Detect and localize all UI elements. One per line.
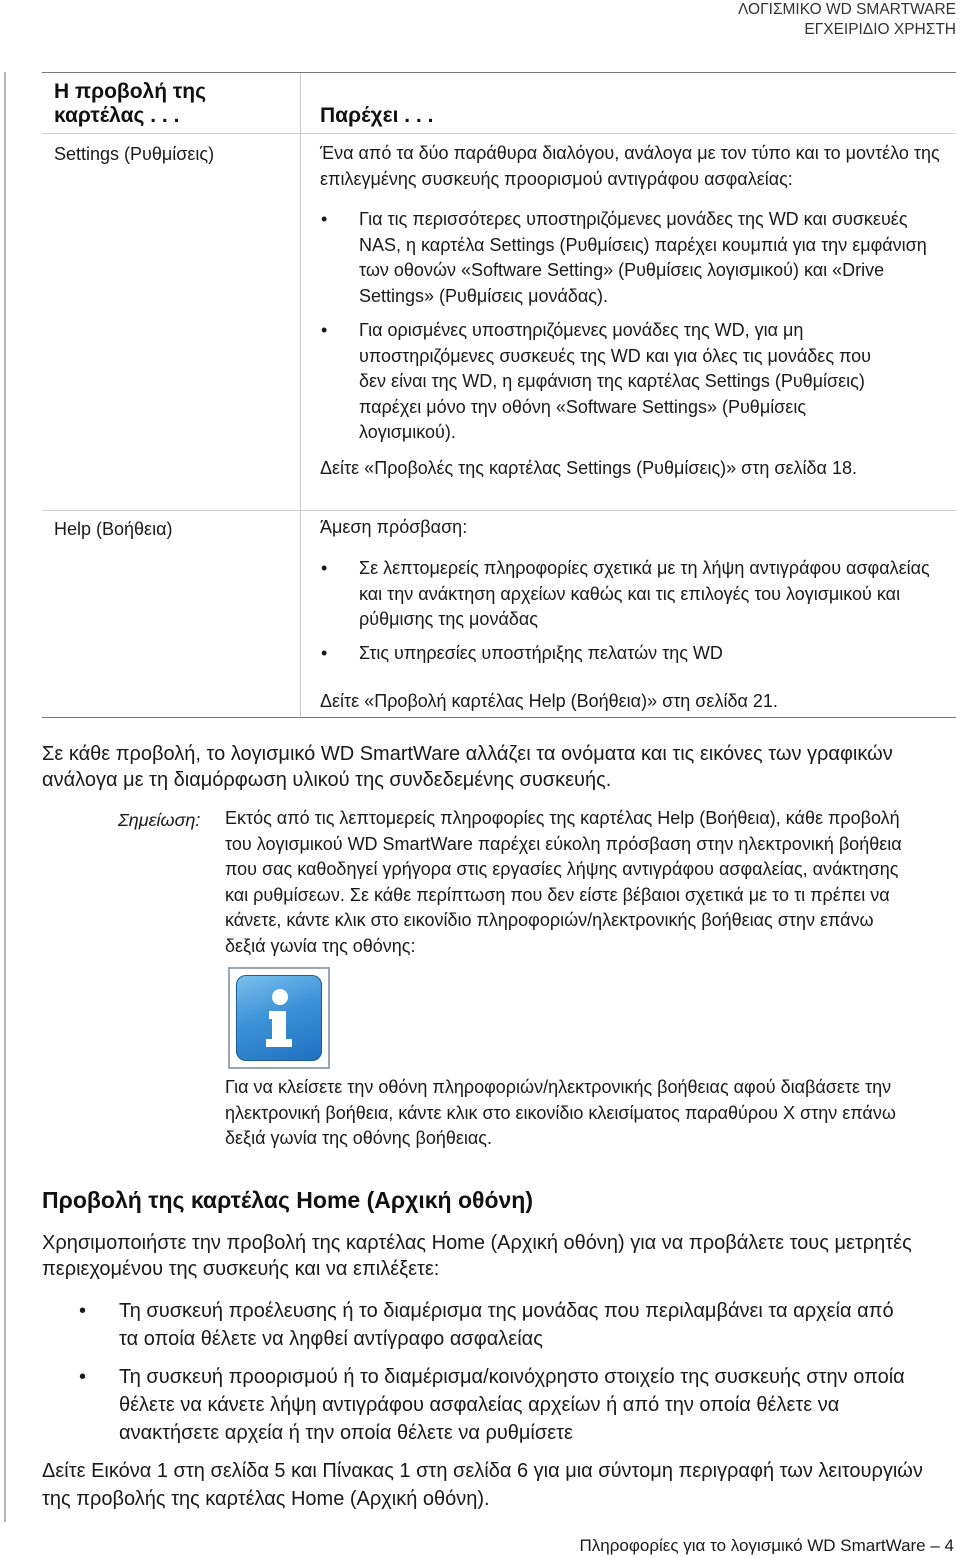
section-intro: Χρησιμοποιήστε την προβολή της καρτέλας Home (Αρχική οθόνη) για να προβάλετε τους μετρητές περιεχομένου της συσκευής και να επιλέξετε: (42, 1232, 912, 1280)
row-label-settings: Settings (Ρυθμίσεις) (54, 144, 215, 164)
left-margin-rule (4, 72, 6, 1522)
table-col2-heading: Παρέχει . . . (320, 104, 434, 127)
page-header (738, 0, 956, 40)
help-see-link[interactable]: Δείτε «Προβολή καρτέλας Help (Βοήθεια)» στη σελίδα 21. (320, 691, 778, 711)
section-bullet-1: • Τη συσκευή προέλευσης ή το διαμέρισμα της μονάδας που περιλαμβάνει τα αρχεία από τα οποία θέλετε να ληφθεί αντίγραφο ασφαλείας (119, 1297, 909, 1353)
body-paragraph: Σε κάθε προβολή, το λογισμικό WD SmartWare αλλάζει τα ονόματα και τις εικόνες των γραφικών ανάλογα με τη διαμόρφωση υλικού της συνδεδεμένης συσκευής. (42, 743, 893, 791)
help-intro: Άμεση πρόσβαση: (320, 517, 468, 537)
info-icon[interactable] (228, 967, 330, 1069)
settings-bullet-1: • Για τις περισσότερες υποστηριζόμενες μονάδες της WD και συσκευές NAS, η καρτέλα Settings (Ρυθμίσεις) παρέχει κουμπιά για την εμφάνιση των οθονών «Software Setting» (Ρυθμίσεις λογισμικού) και «Drive Settings» (Ρυθμίσεις μονάδας). (359, 207, 951, 309)
settings-bullet-2: • Για ορισμένες υποστηριζόμενες μονάδες της WD, για μη υποστηριζόμενες συσκευές της WD και για όλες τις μονάδες που δεν είναι της WD, η εμφάνιση της καρτέλας Settings (Ρυθμίσεις) παρέχει μόνο την οθόνη «Software Settings» (Ρυθμίσεις λογισμικού). (359, 318, 899, 446)
row-label-help: Help (Βοήθεια) (54, 519, 173, 539)
table-bottom-rule (42, 717, 956, 718)
table-column-divider (300, 73, 301, 717)
section-see-link[interactable]: Δείτε Εικόνα 1 στη σελίδα 5 και Πίνακας 1 στη σελίδα 6 για μια σύντομη περιγραφή των λειτουργιών της προβολής της καρτέλας Home (Αρχική οθόνη). (42, 1460, 923, 1510)
table-row-rule (42, 510, 956, 511)
settings-intro: Ένα από τα δύο παράθυρα διαλόγου, ανάλογα με τον τύπο και το μοντέλο της επιλεγμένης συσκευής προορισμού αντιγράφου ασφαλείας: (320, 143, 940, 189)
note-label: Σημείωση: (118, 810, 201, 830)
table-header-rule (42, 133, 956, 134)
table-top-rule (42, 72, 956, 73)
page-footer: Πληροφορίες για το λογισμικό WD SmartWare – 4 (579, 1536, 954, 1555)
info-glyph (236, 975, 322, 1061)
note-text: Εκτός από τις λεπτομερείς πληροφορίες της καρτέλας Help (Βοήθεια), κάθε προβολή του λογισμικού WD SmartWare παρέχει εύκολη πρόσβαση στην ηλεκτρονική βοήθεια που σας καθοδηγεί γρήγορα στις εργασίες λήψης αντιγράφου ασφαλείας, ανάκτησης και ρυθμίσεων. Σε κάθε περίπτωση που δεν είστε βέβαιοι σχετικά με το τι πρέπει να κάνετε, κάντε κλικ στο εικονίδιο πληροφοριών/ηλεκτρονικής βοήθειας στην επάνω δεξιά γωνία της οθόνης: (225, 808, 902, 956)
help-bullet-2: • Στις υπηρεσίες υποστήριξης πελατών της WD (359, 641, 939, 667)
settings-see-link[interactable]: Δείτε «Προβολές της καρτέλας Settings (Ρυθμίσεις)» στη σελίδα 18. (320, 458, 857, 478)
help-bullet-1: • Σε λεπτομερείς πληροφορίες σχετικά με τη λήψη αντιγράφου ασφαλείας και την ανάκτηση αρχείων καθώς και τις επιλογές του λογισμικού και ρύθμισης της μονάδας (359, 556, 939, 633)
note-after-text: Για να κλείσετε την οθόνη πληροφοριών/ηλεκτρονικής βοήθειας αφού διαβάσετε την ηλεκτρονική βοήθεια, κάντε κλικ στο εικονίδιο κλεισίματος παραθύρου X στην επάνω δεξιά γωνία της οθόνης βοήθειας. (225, 1077, 896, 1148)
header-line-1: ΛΟΓΙΣΜΙΚΟ WD SMARTWARE (738, 1, 956, 18)
table-col1-heading: Η προβολή της καρτέλας . . . (54, 80, 207, 127)
header-line-2: ΕΓΧΕΙΡΙΔΙΟ ΧΡΗΣΤΗ (804, 21, 956, 38)
section-bullet-2: • Τη συσκευή προορισμού ή το διαμέρισμα/κοινόχρηστο στοιχείο της συσκευής στην οποία θέλετε να κάνετε λήψη αντιγράφου ασφαλείας αρχείων ή από την οποία θέλετε να ανακτήσετε αρχεία ή την οποία θέλετε να ρυθμίσετε (119, 1363, 909, 1447)
section-heading: Προβολή της καρτέλας Home (Αρχική οθόνη) (42, 1187, 534, 1213)
